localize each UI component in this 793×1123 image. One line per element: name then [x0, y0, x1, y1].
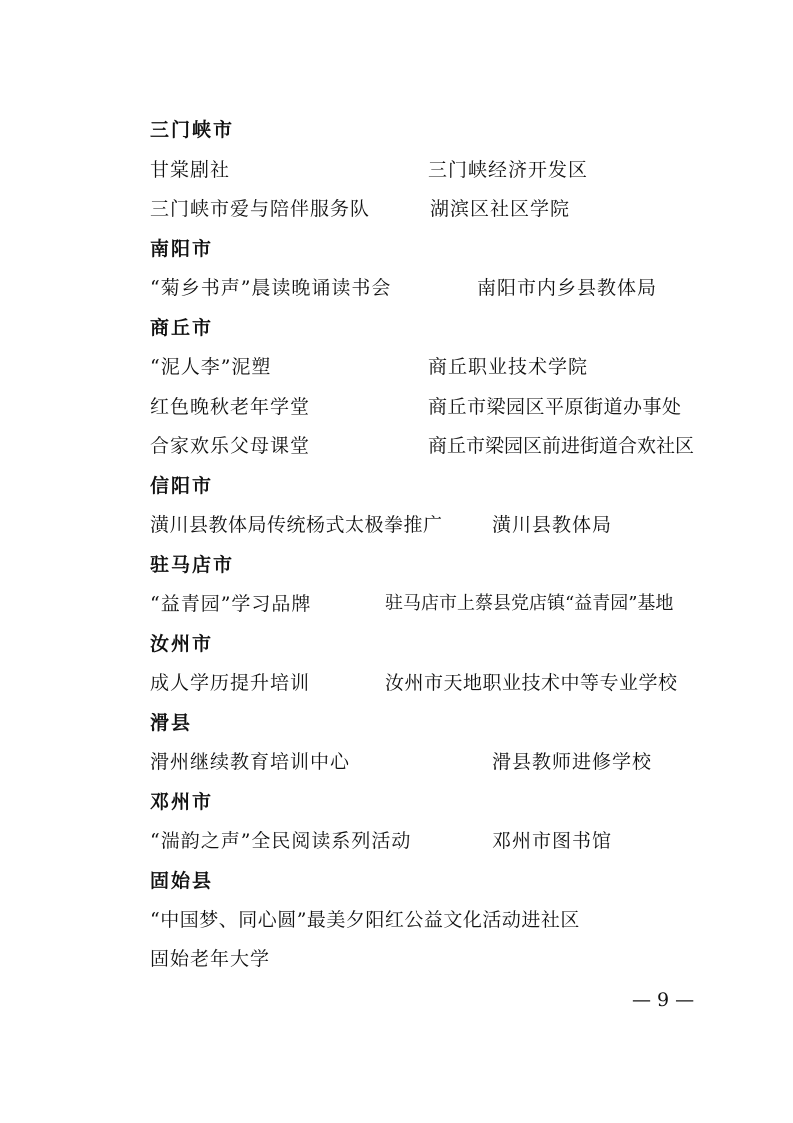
entry-organization: 南阳市内乡县教体局 [477, 277, 658, 299]
entry-project: 成人学历提升培训 [150, 672, 311, 694]
entry-organization: 滑县教师进修学校 [492, 751, 653, 773]
entry-organization: 商丘职业技术学院 [428, 356, 589, 378]
page-number: — 9 — [632, 989, 695, 1011]
entry-organization: 三门峡经济开发区 [428, 159, 589, 181]
section-heading-huaxian: 滑县 [150, 712, 193, 734]
entry-organization: 邓州市图书馆 [492, 830, 613, 852]
section-heading-ruzhou: 汝州市 [150, 633, 214, 655]
entry-organization: 固始老年大学 [150, 948, 271, 970]
entry-project: 三门峡市爱与陪伴服务队 [150, 198, 371, 220]
section-heading-sanmenxia: 三门峡市 [150, 119, 235, 141]
entry-project: 潢川县教体局传统杨式太极拳推广 [150, 514, 443, 536]
entry-project: “中国梦、同心圆”最美夕阳红公益文化活动进社区 [150, 909, 580, 931]
section-heading-shangqiu: 商丘市 [150, 317, 214, 339]
section-heading-gushi: 固始县 [150, 870, 214, 892]
entry-project: “菊乡书声”晨读晚诵读书会 [150, 277, 392, 299]
entry-project: 甘棠剧社 [150, 159, 231, 181]
entry-project: 滑州继续教育培训中心 [150, 751, 351, 773]
section-heading-xinyang: 信阳市 [150, 475, 214, 497]
section-heading-zhumadian: 驻马店市 [150, 554, 235, 576]
section-heading-dengzhou: 邓州市 [150, 791, 214, 813]
entry-organization: 潢川县教体局 [492, 514, 613, 536]
entry-organization: 湖滨区社区学院 [430, 198, 571, 220]
entry-project: “泥人李”泥塑 [150, 356, 272, 378]
entry-organization: 商丘市梁园区前进街道合欢社区 [428, 435, 695, 457]
entry-organization: 汝州市天地职业技术中等专业学校 [385, 672, 678, 694]
entry-organization: 商丘市梁园区平原街道办事处 [428, 396, 682, 418]
entry-project: “益青园”学习品牌 [150, 593, 312, 615]
entry-project: “湍韵之声”全民阅读系列活动 [150, 830, 412, 852]
section-heading-nanyang: 南阳市 [150, 238, 214, 260]
entry-organization: 驻马店市上蔡县党店镇“益青园”基地 [385, 593, 674, 614]
entry-project: 红色晚秋老年学堂 [150, 396, 311, 418]
entry-project: 合家欢乐父母课堂 [150, 435, 311, 457]
